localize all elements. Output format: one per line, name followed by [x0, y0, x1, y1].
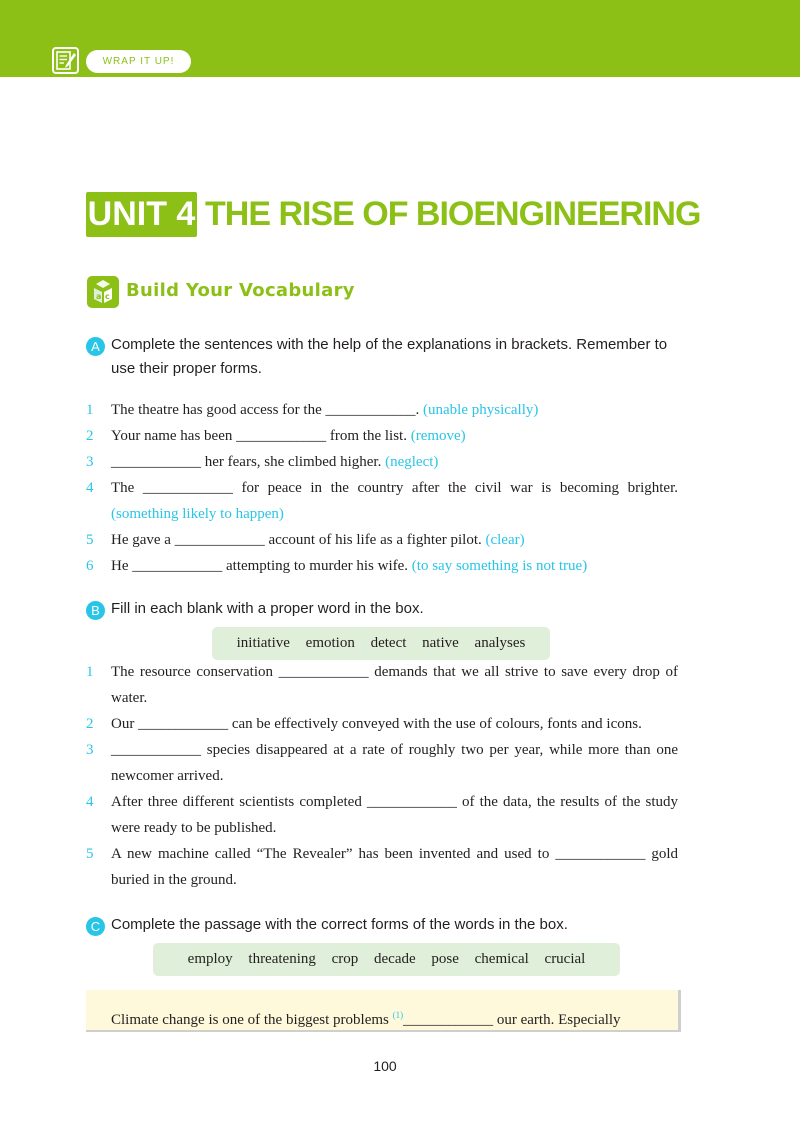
wrap-it-up-tag: WRAP IT UP! [86, 50, 191, 73]
a-item-number: 3 [86, 454, 94, 470]
b-item-text: A new machine called “The Revealer” has been invented and used to ____________ gold buried in the ground. [111, 846, 678, 888]
a-item-text: The theatre has good access for the ____________. [111, 402, 420, 418]
svg-text:a: a [96, 292, 102, 301]
a-item-hint: (something likely to happen) [111, 506, 284, 522]
a-item-number: 6 [86, 558, 94, 574]
a-item-text: He gave a ____________ account of his life as a fighter pilot. [111, 532, 482, 548]
passage-text [111, 1002, 621, 1033]
section-a-instruction: Complete the sentences with the help of the explanations in brackets. Remember to use their proper forms. [111, 336, 668, 377]
b-item-text: ____________ species disappeared at a rate of roughly two per year, while more than one newcomer arrived. [111, 742, 678, 784]
a-item-hint: (clear) [485, 532, 525, 548]
a-item [111, 423, 678, 449]
a-item-text: He ____________ attempting to murder his wife. [111, 558, 409, 574]
b-item-text: Our ____________ can be effectively conveyed with the use of colours, fonts and icons. [111, 716, 642, 732]
a-item-number: 4 [86, 480, 94, 496]
a-item [111, 475, 678, 527]
passage-rest: ____________ our earth. Especially [403, 1012, 621, 1028]
b-item-number: 2 [86, 716, 94, 732]
blank-marker: (1) [392, 1010, 404, 1020]
section-b-instruction: Fill in each blank with a proper word in the box. [111, 600, 424, 617]
b-item-number: 1 [86, 664, 94, 680]
b-item-number: 4 [86, 794, 94, 810]
a-item-number: 5 [86, 532, 94, 548]
a-item-hint: (to say something is not true) [411, 558, 588, 574]
a-item [111, 527, 678, 553]
passage-box [86, 990, 681, 1032]
section-c-badge: C [86, 917, 105, 936]
a-item-text: The ____________ for peace in the country after the civil war is becoming brighter. [111, 480, 678, 496]
page-number: 100 [373, 1058, 397, 1074]
a-item-hint: (remove) [410, 428, 466, 444]
a-item-text: Your name has been ____________ from the list. [111, 428, 407, 444]
unit-label: UNIT 4 [86, 192, 197, 237]
section-a-badge: A [86, 337, 105, 356]
section-c-word-box: employ threatening crop decade pose chemical crucial [153, 943, 620, 976]
a-item-number: 2 [86, 428, 94, 444]
b-item-number: 5 [86, 846, 94, 862]
section-b-badge: B [86, 601, 105, 620]
section-c-instruction: Complete the passage with the correct forms of the words in the box. [111, 916, 568, 933]
a-item [111, 449, 678, 475]
a-item-number: 1 [86, 402, 94, 418]
unit-title: THE RISE OF BIOENGINEERING [205, 195, 701, 233]
a-item-text: ____________ her fears, she climbed higher. [111, 454, 382, 470]
a-item [111, 397, 678, 423]
section-b-word-box: initiative emotion detect native analyses [212, 627, 550, 660]
b-item-text: After three different scientists completed ____________ of the data, the results of the study were ready to be published. [111, 794, 678, 836]
a-item-hint: (unable physically) [423, 402, 539, 418]
a-item [111, 553, 678, 579]
header-bar [0, 0, 800, 77]
section-heading: Build Your Vocabulary [126, 280, 355, 301]
b-item-text: The resource conservation ____________ demands that we all strive to save every drop of water. [111, 664, 678, 706]
b-item-number: 3 [86, 742, 94, 758]
abc-blocks-icon [86, 275, 120, 309]
svg-text:c: c [105, 292, 110, 301]
a-item-hint: (neglect) [385, 454, 439, 470]
passage-start: Climate change is one of the biggest problems [111, 1012, 389, 1028]
edit-note-icon [52, 47, 79, 74]
